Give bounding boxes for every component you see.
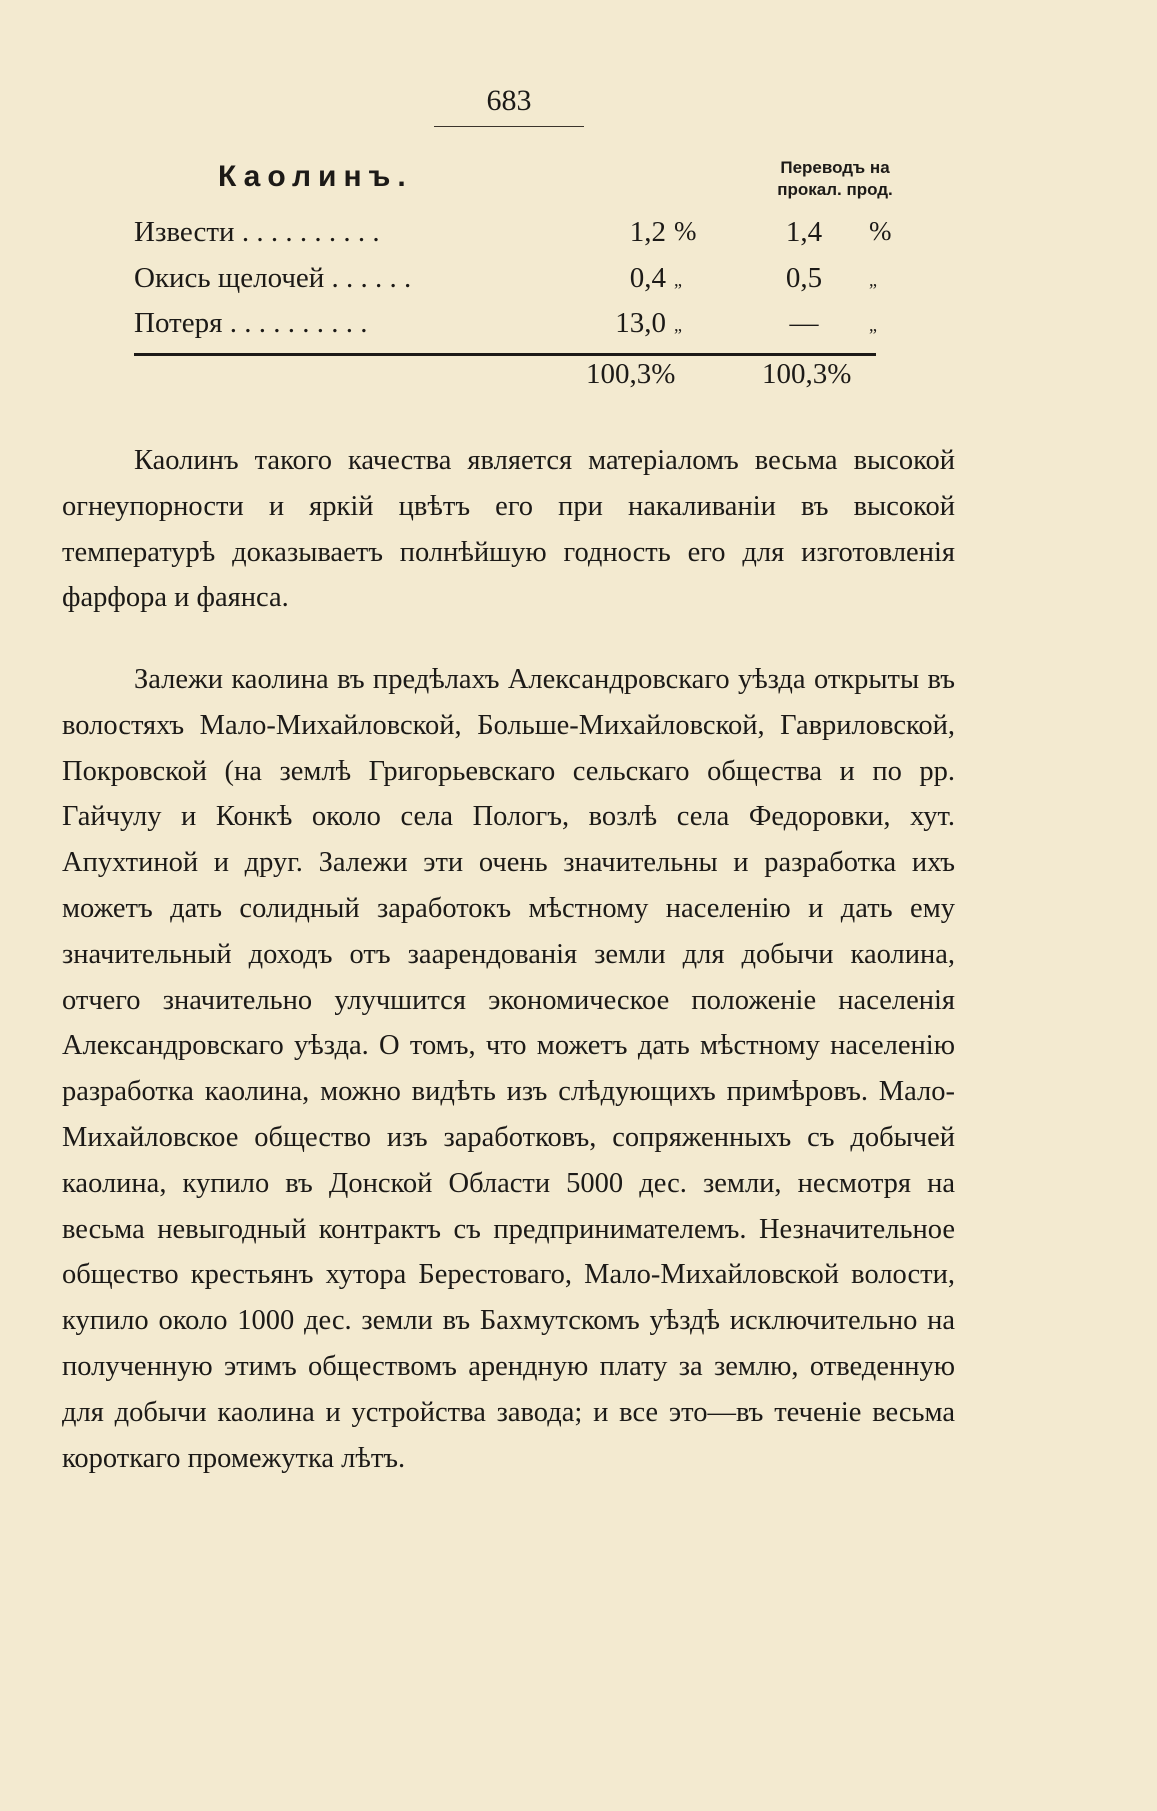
table-total-converted: 100,3% <box>762 358 852 390</box>
row-value: 0,4 <box>629 262 666 294</box>
row-label: Извести . . . . . . . . . . <box>134 216 380 248</box>
table-title: Каолинъ. <box>218 160 413 193</box>
page-number: 683 <box>486 84 532 117</box>
row-value: 13,0 <box>615 307 666 339</box>
row-value: 1,2 <box>629 216 666 248</box>
row-label: Окись щелочей . . . . . . <box>134 262 412 294</box>
table-row <box>134 262 894 302</box>
row-converted-unit: „ <box>869 270 877 290</box>
row-converted: 1,4 <box>785 216 823 248</box>
row-converted-unit: „ <box>869 315 877 335</box>
column-header-line2: прокал. прод. <box>777 180 893 199</box>
page-number-rule <box>434 126 584 127</box>
table-row <box>134 307 894 347</box>
table-row <box>134 216 894 256</box>
paragraph: Каолинъ такого качества является матеріаломъ весьма высокой огнеупорности и яркій цвѣтъ его при накаливаніи въ высокой температурѣ доказываетъ полнѣйшую годность его для изготовленія фарфора и фаянса. <box>62 445 955 614</box>
row-unit: „ <box>674 270 682 290</box>
row-converted: 0,5 <box>785 262 823 294</box>
row-label: Потеря . . . . . . . . . . <box>134 307 368 339</box>
row-converted: — <box>789 307 819 339</box>
paragraph: Залежи каолина въ предѣлахъ Александровскаго уѣзда открыты въ волостяхъ Мало-Михайловской, Больше-Михайловской, Гавриловской, Покровской (на землѣ Григорьевскаго сельскаго общества и по рр. Гайчулу и Конкѣ около села Пологъ, возлѣ села Федоровки, хут. Апухтиной и друг. Залежи эти очень значительны и разработка ихъ можетъ дать солидный заработокъ мѣстному населенію и дать ему значительный доходъ отъ заарендованія земли для добычи каолина, отчего значительно улучшится экономическое положеніе населенія Александровскаго уѣзда. О томъ, что можетъ дать мѣстному населенію разработка каолина, можно видѣть изъ слѣдующихъ примѣровъ. Мало-Михайловское общество изъ заработковъ, сопряженныхъ съ добычей каолина, купило въ Донской Области 5000 дес. земли, несмотря на весьма невыгодный контрактъ съ предпринимателемъ. Незначительное общество крестьянъ хутора Берестоваго, Мало-Михайловской волости, купило около 1000 дес. земли въ Бахмутскомъ уѣздѣ исключительно на полученную этимъ обществомъ арендную плату за землю, отведенную для добычи каолина и устройства завода; и все это—въ теченіе весьма короткаго промежутка лѣтъ. <box>62 664 955 1474</box>
sum-rule <box>134 353 876 356</box>
row-unit: % <box>674 216 697 246</box>
column-header <box>740 157 930 201</box>
column-header-line1: Переводъ на <box>780 158 890 177</box>
row-unit: „ <box>674 315 682 335</box>
table-total: 100,3% <box>586 358 676 390</box>
row-converted-unit: % <box>869 216 892 246</box>
